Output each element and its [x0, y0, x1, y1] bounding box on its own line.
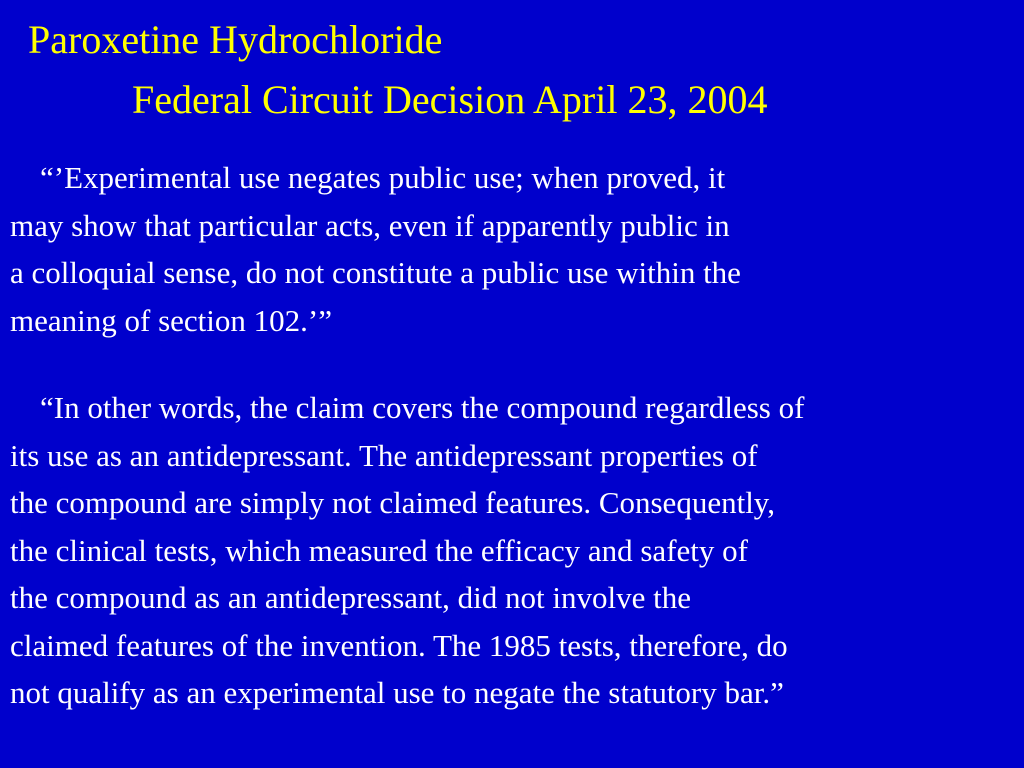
quote-line: the compound are simply not claimed features. Consequently,: [10, 485, 776, 520]
quote-line: may show that particular acts, even if apparently public in: [10, 207, 730, 243]
quote-line: claimed features of the invention. The 1985 tests, therefore, do: [10, 627, 788, 663]
quote-claim-coverage: [10, 384, 1020, 717]
quote-line: the compound as an antidepressant, did not involve the: [10, 580, 691, 615]
quote-line: meaning of section 102.’”: [10, 302, 332, 338]
quote-line: “In other words, the claim covers the compound regardless of: [40, 390, 805, 425]
quote-line: “’Experimental use negates public use; when proved, it: [40, 160, 726, 195]
slide-subtitle: Federal Circuit Decision April 23, 2004: [132, 77, 768, 122]
quote-line: a colloquial sense, do not constitute a public use within the: [10, 255, 741, 290]
slide-title: Paroxetine Hydrochloride: [28, 17, 443, 62]
quote-line: its use as an antidepressant. The antidepressant properties of: [10, 437, 758, 473]
quote-line: the clinical tests, which measured the efficacy and safety of: [10, 532, 748, 568]
quote-line: not qualify as an experimental use to negate the statutory bar.”: [10, 675, 784, 710]
quote-experimental-use: [10, 154, 1020, 344]
